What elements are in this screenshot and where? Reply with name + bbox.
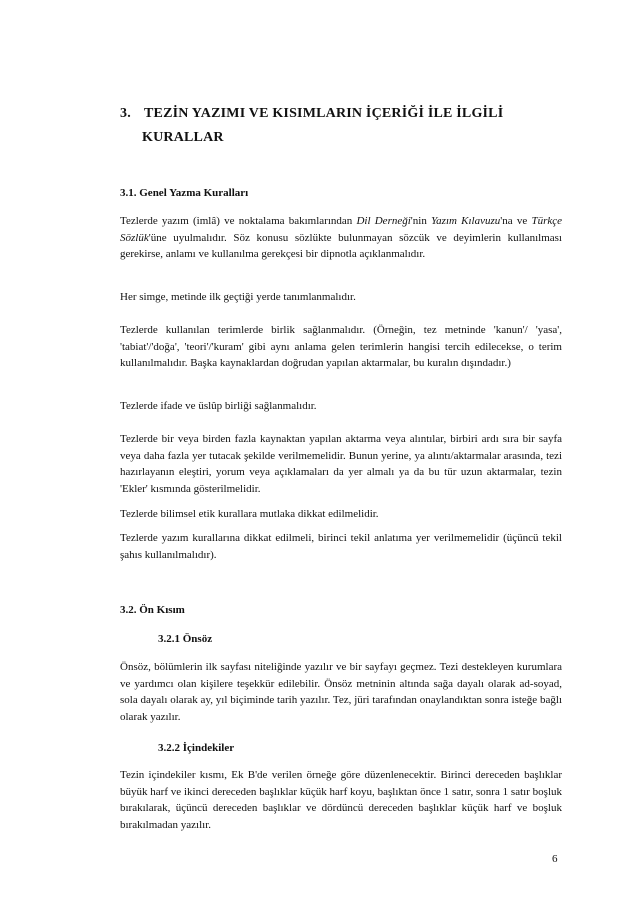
paragraph-symbols: Her simge, metinde ilk geçtiği yerde tanımlanmalıdır. — [120, 291, 356, 303]
paragraph-writing-person: Tezlerde yazım kurallarına dikkat edilmeli, birinci tekil anlatıma yer verilmemelidir (üçüncü tekil şahıs kullanılmalıdır). — [120, 532, 562, 561]
paragraph-quotations: Tezlerde bir veya birden fazla kaynaktan yapılan aktarma veya alıntılar, birbiri ardı sıra bir sayfa veya daha fazla yer tutacak şekilde verilmemelidir. Bunun yerine, ya alıntı/aktarmalar arasında, tezi hazırlayanın eleştiri, yorum veya açıklamaları da yer almalı ya da bu tür uzun aktarmalar, tezin 'Ekler' kısmında gösterilmelidir. — [120, 433, 562, 495]
subsection-heading-icindekiler: 3.2.2 İçindekiler — [158, 742, 235, 754]
italic-text-run: Türkçe Sözlük — [120, 215, 563, 244]
section-heading-3-2: 3.2. Ön Kısım — [120, 604, 185, 616]
paragraph-terminology: Tezlerde kullanılan terimlerde birlik sağlanmalıdır. (Örneğin, tez metninde 'kanun'/ 'yasa', 'tabiat'/'doğa', 'teori'/'kuram' gibi aynı anlama gelen terimlerin hangisi tercih edilecekse, o terim kullanılmalıdır. Başka kaynaklardan doğrudan yapılan aktarmalar, bu kuralın dışındadır.) — [120, 324, 562, 369]
chapter-heading — [120, 102, 562, 150]
paragraph-ethics: Tezlerde bilimsel etik kurallara mutlaka dikkat edilmelidir. — [120, 508, 379, 520]
italic-text-run: Dil Derneği — [356, 215, 411, 227]
section-heading-3-1: 3.1. Genel Yazma Kuralları — [120, 187, 249, 199]
text-run: 'nin — [410, 215, 432, 227]
text-run: 'na ve — [500, 215, 532, 227]
paragraph-spelling-rules — [120, 213, 562, 263]
chapter-number: 3. — [120, 106, 131, 121]
page-number: 6 — [552, 853, 558, 865]
text-run: Tezlerde yazım (imlâ) ve noktalama bakımlarından — [120, 215, 357, 227]
paragraph-onsoz: Önsöz, bölümlerin ilk sayfası niteliğinde yazılır ve bir sayfayı geçmez. Tezi destekleyen kurumlara ve yardımcı olan kişilere teşekkür edilebilir. Önsöz metninin altında sağa dayalı olarak ad-soyad, sola dayalı olarak ay, yıl biçiminde tarih yazılır. Tez, jüri tarafından onaylandıktan sonra isteğe bağlı olarak yazılır. — [120, 661, 562, 723]
paragraph-style-unity: Tezlerde ifade ve üslûp birliği sağlanmalıdır. — [120, 400, 317, 412]
text-run: 'üne uyulmalıdır. Söz konusu sözlükte bulunmayan sözcük ve deyimlerin kullanılması gerekirse, anlamı ve kullanılma gerekçesi bir dipnotla açıklanmalıdır. — [120, 231, 562, 260]
italic-text-run: Yazım Kılavuzu — [431, 215, 501, 227]
subsection-heading-onsoz: 3.2.1 Önsöz — [158, 633, 213, 645]
chapter-title-line2: KURALLAR — [142, 130, 224, 145]
chapter-title-line1: TEZİN YAZIMI VE KISIMLARIN İÇERİĞİ İLE İLGİLİ — [144, 106, 504, 121]
paragraph-icindekiler: Tezin içindekiler kısmı, Ek B'de verilen örneğe göre düzenlenecektir. Birinci dereceden başlıklar büyük harf ve ikinci dereceden başlıklar küçük harf koyu, başlıktan önce 1 satır, sonra 1 satır boşluk bırakılarak, üçüncü dereceden başlıklar ve dördüncü dereceden başlıklar küçük harf ve boşluk bırakılmadan yazılır. — [120, 769, 562, 831]
